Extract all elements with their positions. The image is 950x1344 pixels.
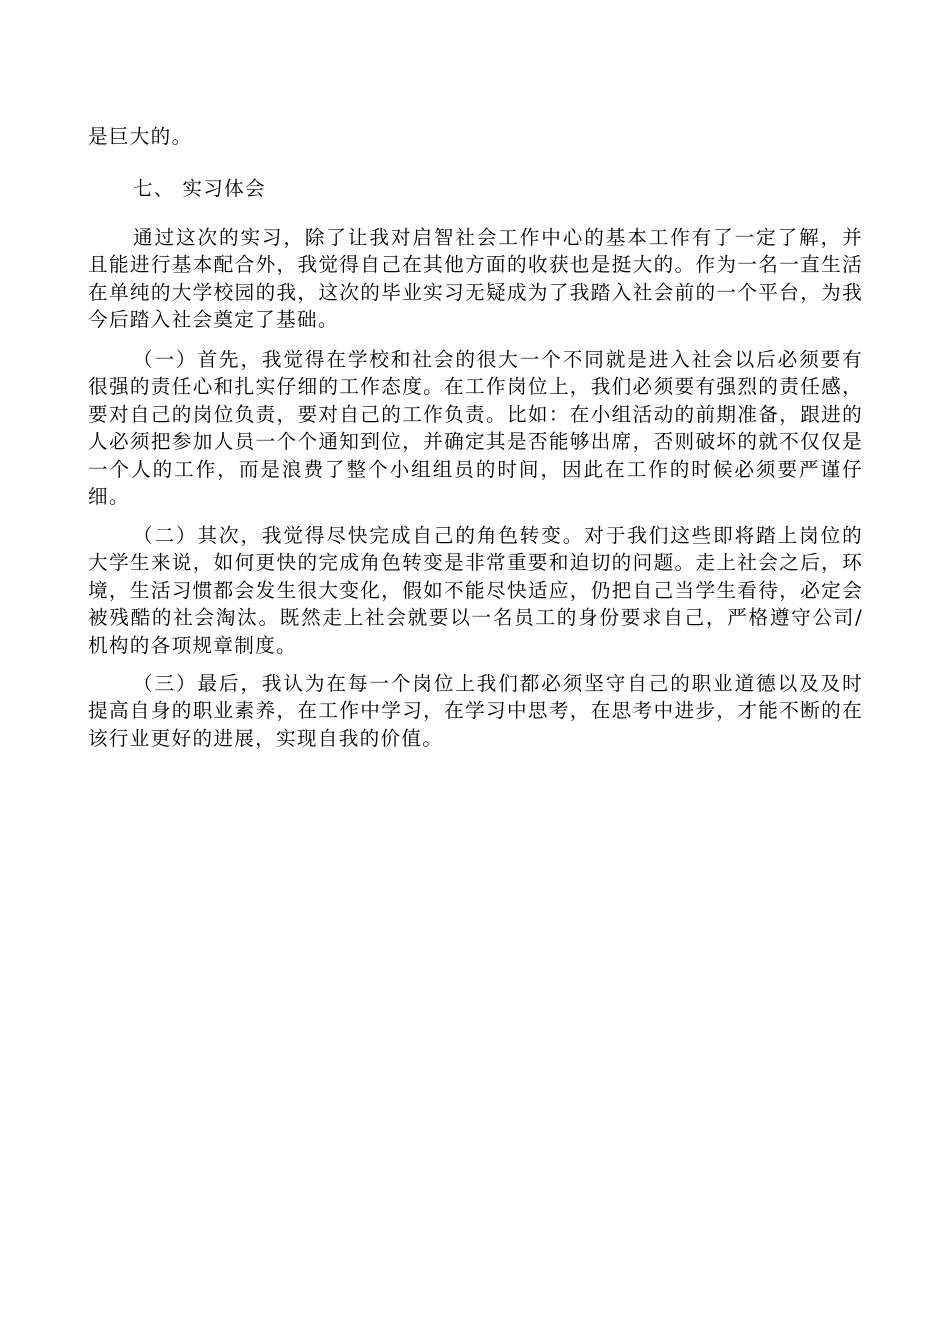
paragraph-point-3: （三）最后，我认为在每一个岗位上我们都必须坚守自己的职业道德以及及时提高自身的职业素养，在工作中学习，在学习中思考，在思考中进步，才能不断的在该行业更好的进展，实现自我的价值。 [88,672,863,750]
section-heading: 七、 实习体会 [133,177,266,200]
paragraph-intro: 通过这次的实习，除了让我对启智社会工作中心的基本工作有了一定了解，并且能进行基本配合外，我觉得自己在其他方面的收获也是挺大的。作为一名一直生活在单纯的大学校园的我，这次的毕业实习无疑成为了我踏入社会前的一个平台，为我今后踏入社会奠定了基础。 [88,226,863,332]
paragraph-point-1: （一）首先，我觉得在学校和社会的很大一个不同就是进入社会以后必须要有很强的责任心和扎实仔细的工作态度。在工作岗位上，我们必须要有强烈的责任感，要对自己的岗位负责，要对自己的工作负责。比如：在小组活动的前期准备，跟进的人必须把参加人员一个个通知到位，并确定其是否能够出席，否则破坏的就不仅仅是一个人的工作，而是浪费了整个小组组员的时间，因此在工作的时候必须要严谨仔细。 [88,348,863,509]
continuation-paragraph: 是巨大的。 [88,125,193,148]
paragraph-point-2: （二）其次，我觉得尽快完成自己的角色转变。对于我们这些即将踏上岗位的大学生来说，如何更快的完成角色转变是非常重要和迫切的问题。走上社会之后，环境，生活习惯都会发生很大变化，假如不能尽快适应，仍把自己当学生看待，必定会被残酷的社会淘汰。既然走上社会就要以一名员工的身份要求自己，严格遵守公司/机构的各项规章制度。 [88,524,863,657]
